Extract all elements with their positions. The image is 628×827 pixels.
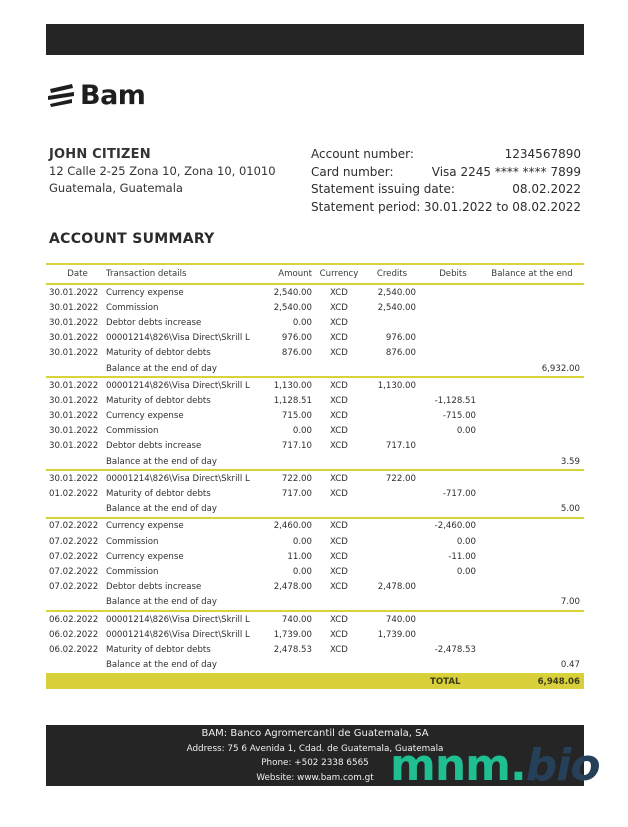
cell-credits: 1,130.00 bbox=[377, 380, 416, 391]
section-title: ACCOUNT SUMMARY bbox=[49, 231, 215, 247]
cell-amount: 715.00 bbox=[281, 411, 312, 422]
cell-currency: XCD bbox=[330, 302, 348, 313]
cell-date: 30.01.2022 bbox=[49, 348, 99, 359]
cell-details: Maturity of debtor debts bbox=[106, 348, 211, 359]
cell-amount: 0.00 bbox=[292, 317, 312, 328]
cell-currency: XCD bbox=[330, 426, 348, 437]
issuing-date-row bbox=[311, 181, 581, 199]
table-row bbox=[46, 564, 584, 579]
cell-details: Commission bbox=[106, 302, 159, 313]
cell-amount: 0.00 bbox=[292, 566, 312, 577]
cell-amount: 1,128.51 bbox=[273, 395, 312, 406]
table-row bbox=[46, 285, 584, 300]
balance-row bbox=[46, 361, 584, 376]
table-row bbox=[46, 439, 584, 454]
cell-balance: 3.59 bbox=[560, 456, 580, 467]
cell-amount: 876.00 bbox=[281, 348, 312, 359]
cell-date: 30.01.2022 bbox=[49, 317, 99, 328]
cell-currency: XCD bbox=[330, 317, 348, 328]
table-row bbox=[46, 627, 584, 642]
cell-credits: 2,540.00 bbox=[377, 302, 416, 313]
col-date: Date bbox=[67, 269, 88, 279]
cell-credits: 876.00 bbox=[385, 348, 416, 359]
cell-details: Currency expense bbox=[106, 287, 184, 298]
cell-currency: XCD bbox=[330, 441, 348, 452]
cell-amount: 2,540.00 bbox=[273, 302, 312, 313]
cell-credits: 976.00 bbox=[385, 333, 416, 344]
cell-date: 30.01.2022 bbox=[49, 441, 99, 452]
col-currency: Currency bbox=[319, 269, 359, 279]
cell-currency: XCD bbox=[330, 489, 348, 500]
cell-details: Balance at the end of day bbox=[106, 456, 217, 467]
cell-debits: 0.00 bbox=[456, 426, 476, 437]
table-row bbox=[46, 471, 584, 486]
bam-stripes-icon bbox=[46, 82, 76, 108]
cell-currency: XCD bbox=[330, 333, 348, 344]
col-debits: Debits bbox=[439, 269, 467, 279]
cell-details: Debtor debts increase bbox=[106, 317, 202, 328]
table-row bbox=[46, 378, 584, 393]
cell-details: Commission bbox=[106, 426, 159, 437]
footer-bank-name: BAM: Banco Agromercantil de Guatemala, SA bbox=[201, 728, 429, 739]
logo-text: Bam bbox=[80, 79, 146, 111]
balance-row bbox=[46, 595, 584, 610]
watermark-part1: mnm. bbox=[390, 740, 526, 791]
watermark bbox=[390, 741, 600, 791]
cell-date: 06.02.2022 bbox=[49, 644, 99, 655]
cell-amount: 1,130.00 bbox=[273, 380, 312, 391]
cell-currency: XCD bbox=[330, 566, 348, 577]
cell-details: Maturity of debtor debts bbox=[106, 644, 211, 655]
table-row bbox=[46, 534, 584, 549]
table-row bbox=[46, 549, 584, 564]
card-number-label: Card number: bbox=[311, 164, 394, 179]
cell-currency: XCD bbox=[330, 551, 348, 562]
cell-details: 00001214\826\Visa Direct\Skrill L bbox=[106, 629, 250, 640]
table-row bbox=[46, 331, 584, 346]
cell-details: Commission bbox=[106, 536, 159, 547]
account-number-label: Account number: bbox=[311, 147, 414, 161]
footer-phone: Phone: +502 2338 6565 bbox=[261, 758, 369, 768]
cell-amount: 2,460.00 bbox=[273, 521, 312, 532]
statement-period-value: 30.01.2022 to 08.02.2022 bbox=[423, 199, 581, 214]
cell-date: 07.02.2022 bbox=[49, 536, 99, 547]
cell-details: Currency expense bbox=[106, 411, 184, 422]
cell-credits: 740.00 bbox=[385, 614, 416, 625]
cell-debits: 0.00 bbox=[456, 536, 476, 547]
table-row bbox=[46, 393, 584, 408]
cell-debits: -2,478.53 bbox=[434, 644, 476, 655]
total-value: 6,948.06 bbox=[537, 676, 580, 687]
cell-amount: 740.00 bbox=[281, 614, 312, 625]
table-row bbox=[46, 642, 584, 657]
cell-credits: 717.10 bbox=[385, 441, 416, 452]
table-row bbox=[46, 612, 584, 627]
cell-details: Maturity of debtor debts bbox=[106, 489, 211, 500]
cell-date: 30.01.2022 bbox=[49, 333, 99, 344]
table-body bbox=[46, 285, 584, 675]
cell-date: 06.02.2022 bbox=[49, 614, 99, 625]
footer-website: Website: www.bam.com.gt bbox=[256, 772, 374, 783]
customer-block bbox=[49, 146, 276, 197]
col-amount: Amount bbox=[278, 269, 312, 279]
cell-currency: XCD bbox=[330, 395, 348, 406]
cell-credits: 1,739.00 bbox=[377, 629, 416, 640]
customer-name: JOHN CITIZEN bbox=[49, 147, 151, 162]
cell-currency: XCD bbox=[330, 521, 348, 532]
table-row bbox=[46, 424, 584, 439]
transactions-table bbox=[46, 263, 584, 689]
cell-amount: 2,540.00 bbox=[273, 287, 312, 298]
cell-amount: 2,478.53 bbox=[273, 644, 312, 655]
cell-date: 30.01.2022 bbox=[49, 473, 99, 484]
cell-amount: 0.00 bbox=[292, 536, 312, 547]
table-row bbox=[46, 300, 584, 315]
cell-details: Currency expense bbox=[106, 551, 184, 562]
cell-date: 01.02.2022 bbox=[49, 489, 99, 500]
cell-currency: XCD bbox=[330, 473, 348, 484]
issuing-date-label: Statement issuing date: bbox=[311, 182, 455, 196]
card-number-row bbox=[311, 164, 581, 182]
table-row bbox=[46, 346, 584, 361]
cell-currency: XCD bbox=[330, 411, 348, 422]
table-header bbox=[46, 265, 584, 283]
cell-date: 30.01.2022 bbox=[49, 380, 99, 391]
cell-credits: 2,478.00 bbox=[377, 582, 416, 593]
cell-balance: 7.00 bbox=[560, 597, 580, 608]
cell-amount: 11.00 bbox=[287, 551, 312, 562]
cell-credits: 722.00 bbox=[385, 473, 416, 484]
cell-details: Balance at the end of day bbox=[106, 363, 217, 374]
table-row bbox=[46, 315, 584, 330]
total-row bbox=[46, 675, 584, 689]
card-number-value: Visa 2245 **** **** 7899 bbox=[431, 164, 581, 179]
cell-currency: XCD bbox=[330, 644, 348, 655]
cell-details: Commission bbox=[106, 566, 159, 577]
customer-address-line1: 12 Calle 2-25 Zona 10, Zona 10, 01010 bbox=[49, 164, 276, 178]
cell-date: 07.02.2022 bbox=[49, 582, 99, 593]
cell-currency: XCD bbox=[330, 348, 348, 359]
cell-debits: -715.00 bbox=[442, 411, 476, 422]
col-balance: Balance at the end bbox=[491, 269, 573, 279]
cell-currency: XCD bbox=[330, 614, 348, 625]
cell-currency: XCD bbox=[330, 536, 348, 547]
cell-date: 30.01.2022 bbox=[49, 426, 99, 437]
cell-date: 07.02.2022 bbox=[49, 521, 99, 532]
balance-row bbox=[46, 502, 584, 517]
cell-details: Balance at the end of day bbox=[106, 660, 217, 671]
cell-balance: 6,932.00 bbox=[541, 363, 580, 374]
cell-details: 00001214\826\Visa Direct\Skrill L bbox=[106, 380, 250, 391]
issuing-date-value: 08.02.2022 bbox=[512, 182, 581, 196]
cell-amount: 722.00 bbox=[281, 473, 312, 484]
cell-amount: 1,739.00 bbox=[273, 629, 312, 640]
cell-details: Debtor debts increase bbox=[106, 582, 202, 593]
header-bar bbox=[46, 24, 584, 55]
footer-address: Address: 75 6 Avenida 1, Cdad. de Guatemala, Guatemala bbox=[186, 743, 444, 754]
cell-balance: 5.00 bbox=[560, 504, 580, 515]
cell-currency: XCD bbox=[330, 380, 348, 391]
cell-debits: -11.00 bbox=[448, 551, 476, 562]
account-number-row bbox=[311, 146, 581, 164]
cell-details: Balance at the end of day bbox=[106, 597, 217, 608]
cell-amount: 0.00 bbox=[292, 426, 312, 437]
cell-debits: 0.00 bbox=[456, 566, 476, 577]
cell-date: 06.02.2022 bbox=[49, 629, 99, 640]
cell-amount: 717.00 bbox=[281, 489, 312, 500]
table-row bbox=[46, 409, 584, 424]
cell-credits: 2,540.00 bbox=[377, 287, 416, 298]
statement-period-row bbox=[311, 199, 581, 217]
watermark-part2: bio bbox=[525, 740, 600, 791]
table-row bbox=[46, 486, 584, 501]
account-info-block bbox=[311, 146, 581, 216]
col-details: Transaction details bbox=[106, 269, 187, 279]
total-label: TOTAL bbox=[430, 676, 461, 687]
cell-currency: XCD bbox=[330, 582, 348, 593]
cell-date: 07.02.2022 bbox=[49, 566, 99, 577]
cell-details: Debtor debts increase bbox=[106, 441, 202, 452]
cell-date: 30.01.2022 bbox=[49, 395, 99, 406]
cell-currency: XCD bbox=[330, 629, 348, 640]
cell-date: 30.01.2022 bbox=[49, 411, 99, 422]
account-number-value: 1234567890 bbox=[504, 147, 581, 161]
cell-details: 00001214\826\Visa Direct\Skrill L bbox=[106, 333, 250, 344]
cell-balance: 0.47 bbox=[560, 660, 580, 671]
cell-debits: -2,460.00 bbox=[434, 521, 476, 532]
cell-details: 00001214\826\Visa Direct\Skrill L bbox=[106, 473, 250, 484]
cell-date: 30.01.2022 bbox=[49, 302, 99, 313]
cell-details: Currency expense bbox=[106, 521, 184, 532]
cell-details: Maturity of debtor debts bbox=[106, 395, 211, 406]
cell-date: 30.01.2022 bbox=[49, 287, 99, 298]
cell-amount: 976.00 bbox=[281, 333, 312, 344]
table-row bbox=[46, 519, 584, 534]
table-row bbox=[46, 580, 584, 595]
statement-period-label: Statement period: bbox=[311, 199, 421, 214]
balance-row bbox=[46, 658, 584, 673]
cell-currency: XCD bbox=[330, 287, 348, 298]
cell-debits: -1,128.51 bbox=[434, 395, 476, 406]
bank-logo bbox=[46, 78, 145, 112]
balance-row bbox=[46, 454, 584, 469]
cell-amount: 2,478.00 bbox=[273, 582, 312, 593]
cell-details: Balance at the end of day bbox=[106, 504, 217, 515]
col-credits: Credits bbox=[376, 269, 408, 279]
cell-debits: -717.00 bbox=[442, 489, 476, 500]
cell-date: 07.02.2022 bbox=[49, 551, 99, 562]
customer-address-line2: Guatemala, Guatemala bbox=[49, 181, 183, 195]
cell-details: 00001214\826\Visa Direct\Skrill L bbox=[106, 614, 250, 625]
cell-amount: 717.10 bbox=[281, 441, 312, 452]
